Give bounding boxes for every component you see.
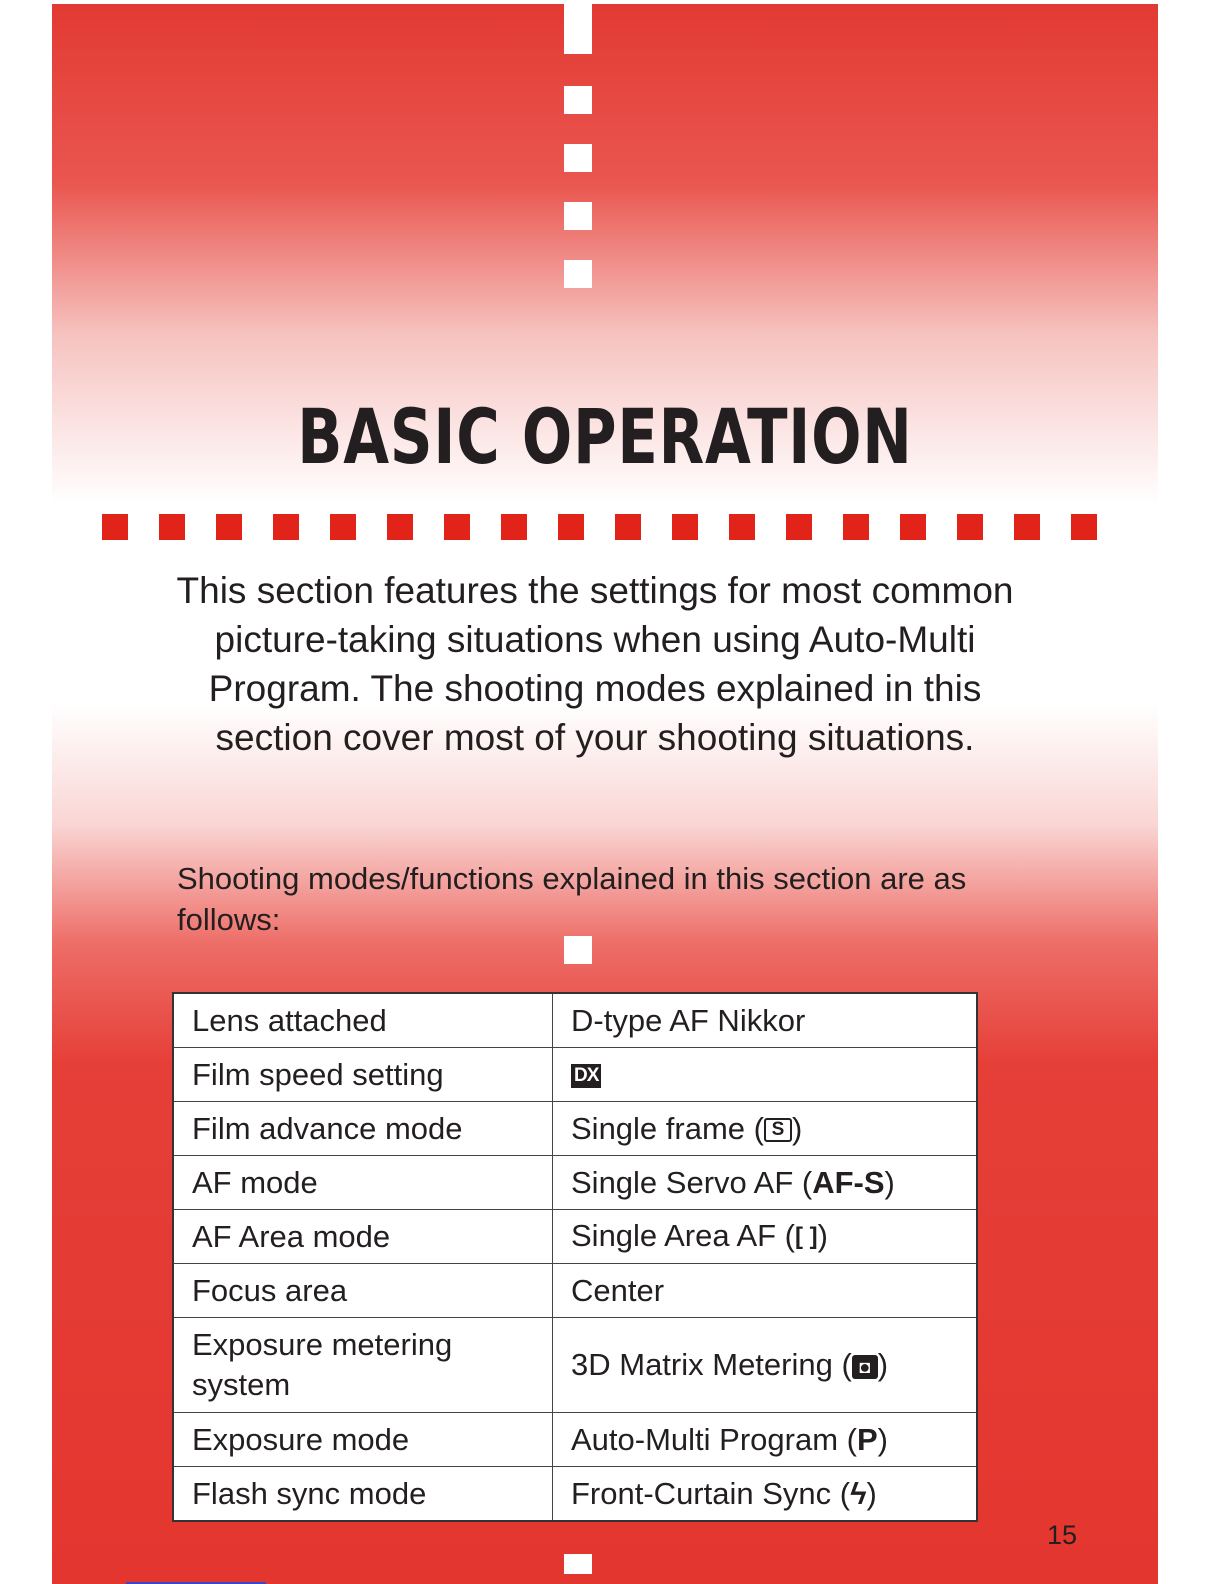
table-row xyxy=(173,1102,977,1156)
section-subintro: Shooting modes/functions explained in this section are as follows: xyxy=(177,861,967,937)
divider-dot xyxy=(501,514,527,540)
decorative-square xyxy=(564,260,592,288)
setting-value: Auto-Multi Program (P) xyxy=(553,1413,978,1467)
setting-label: Flash sync mode xyxy=(173,1467,553,1522)
divider-dot xyxy=(672,514,698,540)
divider-dot xyxy=(786,514,812,540)
setting-value: Single frame ( S ) xyxy=(553,1102,978,1156)
setting-label: Focus area xyxy=(173,1264,553,1318)
setting-value xyxy=(553,1048,978,1102)
setting-value: D-type AF Nikkor xyxy=(553,993,978,1048)
flash-icon: ϟ xyxy=(850,1475,867,1511)
divider-dot xyxy=(159,514,185,540)
section-intro: This section features the settings for most common picture-taking situations when using Auto-Multi Program. The shooting modes explained in this section cover most of your shooting situations. xyxy=(176,570,1014,758)
table-row xyxy=(173,1264,977,1318)
divider-dot xyxy=(273,514,299,540)
decorative-square xyxy=(564,936,592,964)
setting-label: Film speed setting xyxy=(173,1048,553,1102)
divider-dot xyxy=(387,514,413,540)
table-row xyxy=(173,993,977,1048)
divider-dot xyxy=(1014,514,1040,540)
divider-dot xyxy=(615,514,641,540)
setting-label: Exposure metering system xyxy=(173,1318,553,1413)
table-row xyxy=(173,1048,977,1102)
table-row xyxy=(173,1156,977,1210)
page-title: BASIC OPERATION xyxy=(297,392,913,481)
setting-value: Center xyxy=(553,1264,978,1318)
matrix-metering-icon: ◘ xyxy=(852,1355,878,1379)
table-row xyxy=(173,1210,977,1264)
divider-dot xyxy=(729,514,755,540)
manual-page xyxy=(52,4,1158,1584)
divider-dot xyxy=(900,514,926,540)
setting-value: Front-Curtain Sync (ϟ) xyxy=(553,1467,978,1522)
single-frame-icon: S xyxy=(764,1118,792,1142)
table-row xyxy=(173,1318,977,1413)
setting-label: AF mode xyxy=(173,1156,553,1210)
divider-dot xyxy=(444,514,470,540)
decorative-square xyxy=(564,86,592,114)
setting-value: 3D Matrix Metering ( ◘ ) xyxy=(553,1318,978,1413)
decorative-square xyxy=(564,4,592,54)
table-row xyxy=(173,1467,977,1522)
decorative-square xyxy=(564,1554,592,1574)
dotted-divider xyxy=(102,514,1102,542)
table-row xyxy=(173,1413,977,1467)
setting-label: AF Area mode xyxy=(173,1210,553,1264)
divider-dot xyxy=(957,514,983,540)
setting-value: Single Servo AF (AF-S) xyxy=(553,1156,978,1210)
page-number: 15 xyxy=(1047,1520,1078,1550)
setting-label: Film advance mode xyxy=(173,1102,553,1156)
divider-dot xyxy=(102,514,128,540)
decorative-square xyxy=(564,202,592,230)
divider-dot xyxy=(330,514,356,540)
dx-icon: DX xyxy=(571,1064,601,1088)
setting-value: Single Area AF ([ ]) xyxy=(553,1210,978,1264)
settings-table xyxy=(172,992,978,1522)
setting-label: Lens attached xyxy=(173,993,553,1048)
divider-dot xyxy=(843,514,869,540)
divider-dot xyxy=(558,514,584,540)
single-area-icon: [ ] xyxy=(795,1223,818,1250)
divider-dot xyxy=(1071,514,1097,540)
setting-label: Exposure mode xyxy=(173,1413,553,1467)
decorative-square xyxy=(564,144,592,172)
divider-dot xyxy=(216,514,242,540)
